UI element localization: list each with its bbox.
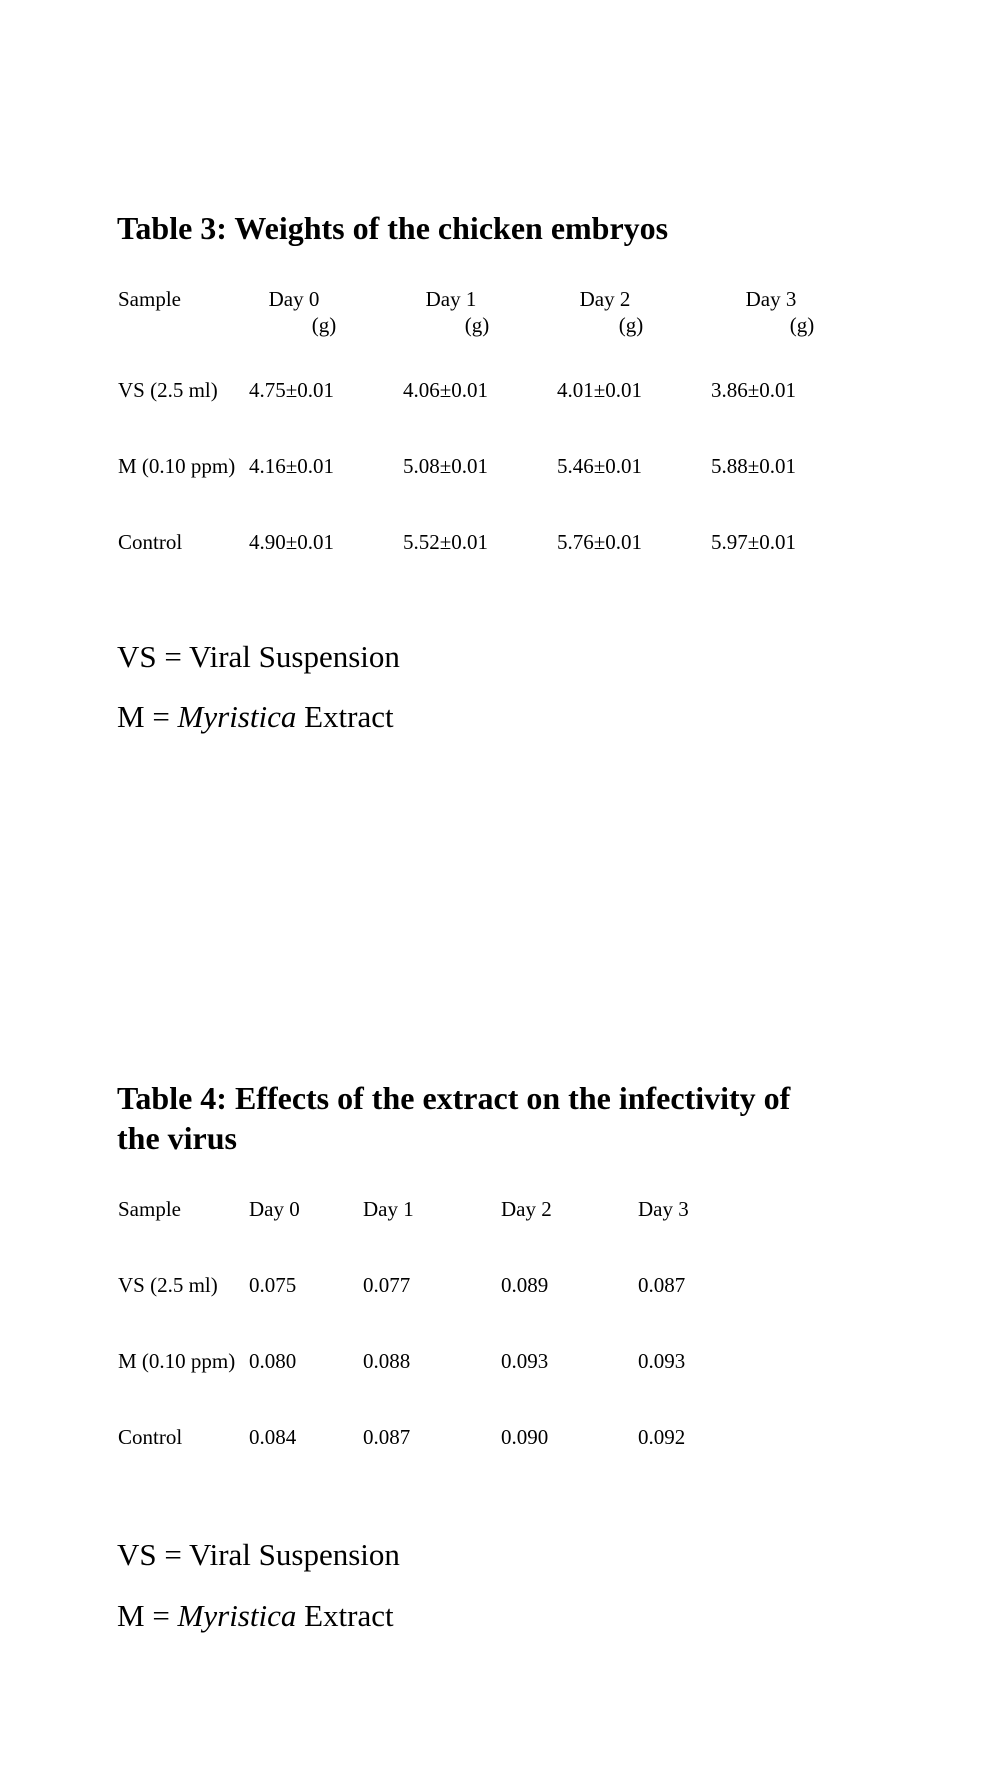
- table3-header-day1: [416, 286, 498, 338]
- table3-legend-m-suffix: Extract: [296, 699, 394, 734]
- table4-legend-m-italic: Myristica: [177, 1598, 297, 1633]
- table4-legend-vs: VS = Viral Suspension: [117, 1537, 400, 1572]
- table3-legend-vs: VS = Viral Suspension: [117, 639, 400, 674]
- table3-header-day0-unit: (g): [311, 313, 337, 337]
- table4-row3-day2: 0.090: [501, 1425, 549, 1449]
- table4-header-day1: Day 1: [363, 1197, 414, 1221]
- table4-title-line2: the virus: [117, 1120, 237, 1156]
- table4-legend-m-suffix: Extract: [296, 1598, 394, 1633]
- table3-row1-day3: 3.86±0.01: [711, 378, 797, 402]
- table4-row1-sample: VS (2.5 ml): [118, 1273, 218, 1297]
- table4-row3-day3: 0.092: [638, 1425, 686, 1449]
- table3-row2-sample: M (0.10 ppm): [118, 454, 236, 478]
- table3-header-day0: [262, 286, 344, 338]
- table3-legend-m: [117, 698, 394, 736]
- table3-legend-m-italic: Myristica: [177, 699, 297, 734]
- table3-row2-day1: 5.08±0.01: [403, 454, 489, 478]
- table3-header-day1-label: Day 1: [425, 287, 477, 311]
- table3-row1-day2: 4.01±0.01: [557, 378, 643, 402]
- table3-header-day3-unit: (g): [789, 313, 815, 337]
- table3-header-day3: [736, 286, 818, 338]
- table4-legend-m-prefix: M =: [117, 1598, 178, 1633]
- table4-header-sample: Sample: [118, 1197, 181, 1221]
- table4-header-day3: Day 3: [638, 1197, 689, 1221]
- table3-row1-day0: 4.75±0.01: [249, 378, 335, 402]
- table4-row3-sample: Control: [118, 1425, 183, 1449]
- table4-row1-day1: 0.077: [363, 1273, 411, 1297]
- table3-header-day1-unit: (g): [464, 313, 490, 337]
- table4-legend-m: [117, 1597, 394, 1635]
- table3-row3-day3: 5.97±0.01: [711, 530, 797, 554]
- table3-row2-day0: 4.16±0.01: [249, 454, 335, 478]
- table3-title: Table 3: Weights of the chicken embryos: [117, 210, 669, 246]
- table3-header-day2-label: Day 2: [579, 287, 631, 311]
- table3-row3-day0: 4.90±0.01: [249, 530, 335, 554]
- table3-header-day2: [570, 286, 652, 338]
- table4-row3-day1: 0.087: [363, 1425, 411, 1449]
- table3-header-day0-label: Day 0: [268, 287, 320, 311]
- table3-legend-m-prefix: M =: [117, 699, 178, 734]
- table3-header-day3-label: Day 3: [745, 287, 797, 311]
- table3-header-day2-unit: (g): [618, 313, 644, 337]
- table4-row2-day2: 0.093: [501, 1349, 549, 1373]
- table3-row1-sample: VS (2.5 ml): [118, 378, 218, 402]
- table3-row2-day3: 5.88±0.01: [711, 454, 797, 478]
- table3-row1-day1: 4.06±0.01: [403, 378, 489, 402]
- table4-row1-day2: 0.089: [501, 1273, 549, 1297]
- table4-row2-day1: 0.088: [363, 1349, 411, 1373]
- table4-header-day2: Day 2: [501, 1197, 552, 1221]
- table3-row3-sample: Control: [118, 530, 183, 554]
- table3-header-sample: Sample: [118, 287, 181, 311]
- table4-row1-day0: 0.075: [249, 1273, 297, 1297]
- table4-header-day0: Day 0: [249, 1197, 300, 1221]
- table4-row1-day3: 0.087: [638, 1273, 686, 1297]
- table3-row2-day2: 5.46±0.01: [557, 454, 643, 478]
- table4-row3-day0: 0.084: [249, 1425, 297, 1449]
- table4-row2-sample: M (0.10 ppm): [118, 1349, 236, 1373]
- table4-row2-day0: 0.080: [249, 1349, 297, 1373]
- table4-row2-day3: 0.093: [638, 1349, 686, 1373]
- table4-title-line1: Table 4: Effects of the extract on the infectivity of: [117, 1080, 791, 1116]
- table3-row3-day1: 5.52±0.01: [403, 530, 489, 554]
- table3-row3-day2: 5.76±0.01: [557, 530, 643, 554]
